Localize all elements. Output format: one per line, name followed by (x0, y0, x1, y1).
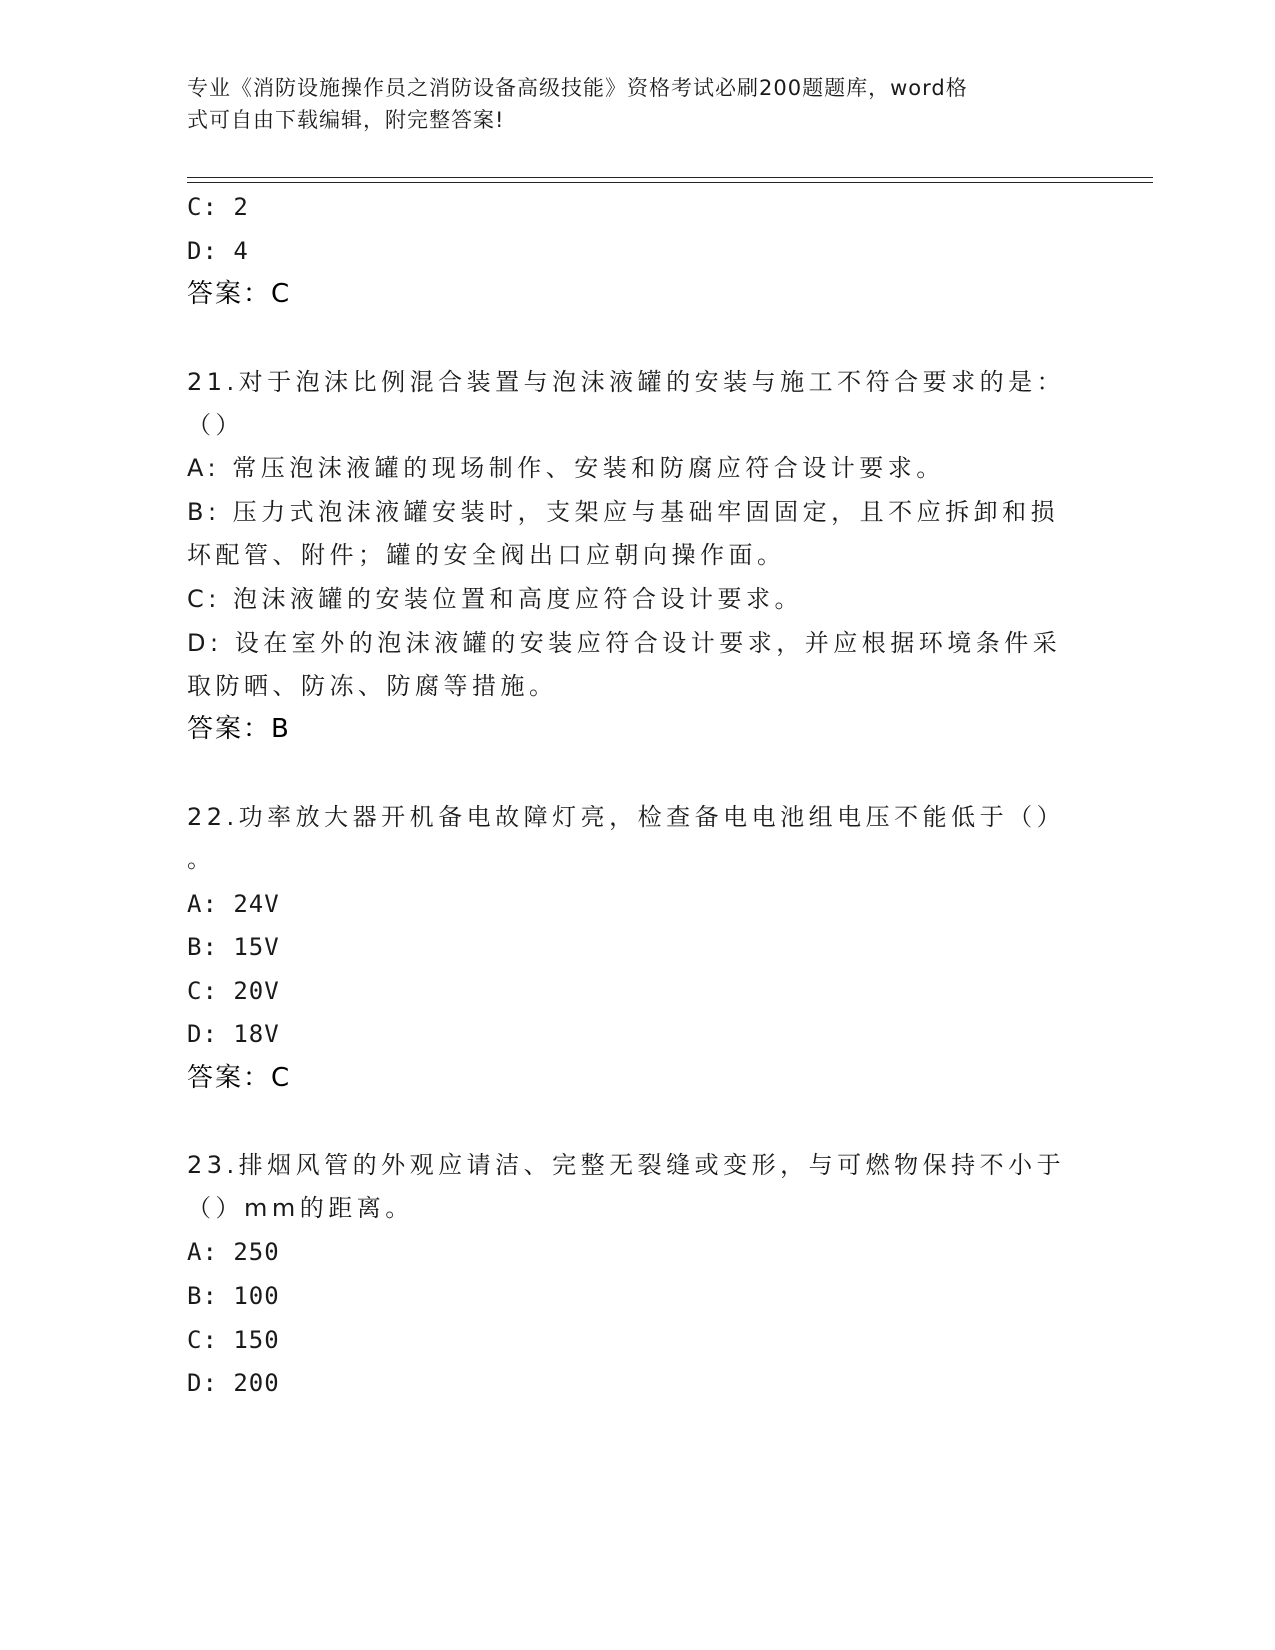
q23-stem-line-1: 23.排烟风管的外观应请洁、完整无裂缝或变形，与可燃物保持不小于 (187, 1151, 1066, 1179)
q22-stem-line-1: 22.功率放大器开机备电故障灯亮，检查备电电池组电压不能低于（） (187, 803, 1066, 831)
prev-option-c: C: 2 (187, 193, 249, 221)
document-header (187, 72, 1067, 136)
prev-option-d: D: 4 (187, 237, 249, 265)
q22-option-d: D: 18V (187, 1020, 280, 1048)
header-title-line-1: 专业《消防设施操作员之消防设备高级技能》资格考试必刷200题题库，word格 (187, 76, 968, 100)
q22-stem-line-2: 。 (187, 845, 216, 873)
q22-answer: 答案：C (187, 1063, 292, 1093)
q22-option-c: C: 20V (187, 977, 280, 1005)
q23-option-a: A: 250 (187, 1238, 280, 1266)
q21-option-b-line-2: 坏配管、附件；罐的安全阀出口应朝向操作面。 (187, 541, 786, 569)
q21-stem-line-1: 21.对于泡沫比例混合装置与泡沫液罐的安装与施工不符合要求的是： (187, 368, 1066, 396)
q22-option-a: A: 24V (187, 890, 280, 918)
q21-option-c: C: 泡沫液罐的安装位置和高度应符合设计要求。 (187, 585, 803, 613)
header-title-line-2: 式可自由下载编辑，附完整答案! (187, 108, 505, 132)
q22-option-b: B: 15V (187, 933, 280, 961)
q21-option-d-line-2: 取防晒、防冻、防腐等措施。 (187, 672, 558, 700)
q21-answer: 答案：B (187, 714, 291, 744)
header-divider-bottom (187, 182, 1153, 183)
prev-answer: 答案：C (187, 279, 292, 309)
header-divider-top (187, 177, 1153, 178)
q21-stem-line-2: （） (187, 411, 244, 439)
q23-option-d: D: 200 (187, 1369, 280, 1397)
q23-option-c: C: 150 (187, 1326, 280, 1354)
q21-option-d-line-1: D: 设在室外的泡沫液罐的安装应符合设计要求，并应根据环境条件采 (187, 629, 1062, 657)
q21-option-a: A: 常压泡沫液罐的现场制作、安装和防腐应符合设计要求。 (187, 454, 945, 482)
q23-option-b: B: 100 (187, 1282, 280, 1310)
q21-option-b-line-1: B: 压力式泡沫液罐安装时，支架应与基础牢固固定，且不应拆卸和损 (187, 498, 1060, 526)
q23-stem-line-2: （）mm的距离。 (187, 1194, 414, 1222)
